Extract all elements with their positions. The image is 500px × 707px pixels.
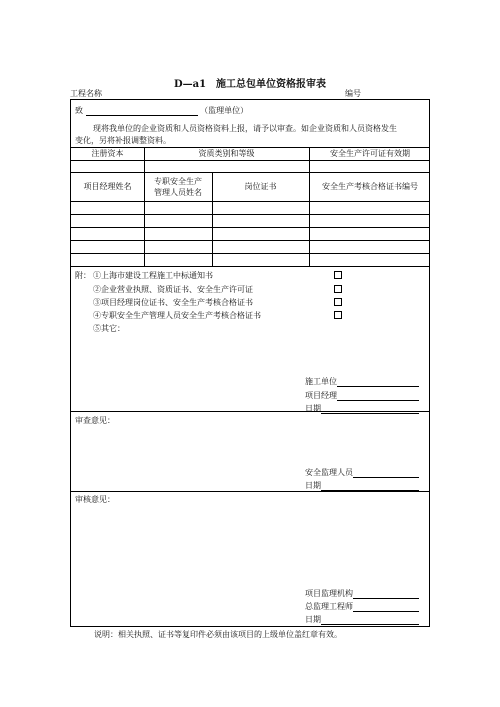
intro-line-1: 现将我单位的企业资质和人员资格资料上报，请予以审查。如企业资质和人员资格发生 [93,124,397,133]
safety-manager-header-line2: 管理人员姓名 [154,187,202,197]
checkbox-2[interactable] [334,285,342,293]
construction-unit-sign [305,376,419,387]
safety-license-header: 安全生产许可证有效期 [330,149,410,158]
safety-officer-sign [305,467,419,478]
chief-engineer-blank[interactable] [353,602,419,612]
checkbox-1[interactable] [334,271,342,279]
to-line [75,105,248,116]
supervisor-label: （监理单位） [200,106,249,115]
assessment-cert-header: 安全生产考核合格证书编号 [322,182,418,191]
safety-manager-header [144,172,212,201]
table-rule [71,227,429,228]
date-label-3: 日期 [305,615,321,624]
date-label-2: 日期 [305,481,321,490]
project-manager-sign [305,390,419,401]
footnote: 说明：相关执照、证书等复印件必须由该项目的上级单位盖红章有效。 [94,630,342,639]
qualification-header: 资质类别和等级 [198,149,255,158]
review-label: 审查意见： [75,416,115,425]
supervision-agency-blank[interactable] [353,589,419,599]
construction-unit-label: 施工单位 [305,377,337,386]
checkbox-4[interactable] [334,311,342,319]
table-rule [71,266,429,267]
table-rule [71,253,429,254]
form-title: D—a1 施工总包单位资格报审表 [173,79,327,90]
construction-unit-blank[interactable] [337,377,419,387]
table-rule [71,240,429,241]
supervision-agency-label: 项目监理机构 [305,589,353,598]
attachment-item-3: ③项目经理岗位证书、安全生产考核合格证书 [93,298,253,307]
safety-officer-label: 安全监理人员 [305,468,353,477]
safety-officer-blank[interactable] [353,468,419,478]
date-blank-3[interactable] [321,615,419,625]
date-blank-2[interactable] [321,481,419,491]
project-name-label: 工程名称 [70,89,102,98]
date-blank-1[interactable] [321,404,419,414]
table-rule [71,160,429,161]
supervisor-unit-blank[interactable] [86,105,198,116]
project-manager-blank[interactable] [337,391,419,401]
date-label-1: 日期 [305,404,321,413]
attachments-label: 附： [75,271,91,280]
attachment-item-4: ④专职安全生产管理人员安全生产考核合格证书 [93,311,261,320]
date-sign-1 [305,403,419,414]
checkbox-3[interactable] [334,298,342,306]
date-sign-2 [305,480,419,491]
supervision-agency-sign [305,588,419,599]
registered-capital-header: 注册资本 [91,149,124,158]
date-sign-3 [305,614,419,625]
attachment-item-2: ②企业营业执照、资质证书、安全生产许可证 [93,285,253,294]
to-label: 致 [75,106,83,115]
approval-form [70,99,430,627]
safety-manager-header-line1: 专职安全生产 [154,176,202,186]
post-certificate-header: 岗位证书 [244,182,277,191]
section-rule [71,411,429,412]
intro-line-2: 变化，另将补报调整资料。 [75,136,171,145]
chief-engineer-label: 总监理工程师 [305,602,353,611]
audit-label: 审核意见： [75,495,115,504]
manager-name-header: 项目经理姓名 [83,182,132,191]
chief-engineer-sign [305,601,419,612]
attachment-item-5: ⑤其它： [93,324,125,333]
project-manager-label: 项目经理 [305,391,337,400]
code-label: 编号 [345,89,361,98]
table-rule [71,214,429,215]
section-rule [71,491,429,492]
attachment-item-1: ①上海市建设工程施工中标通知书 [93,271,213,280]
table-rule [71,201,429,202]
